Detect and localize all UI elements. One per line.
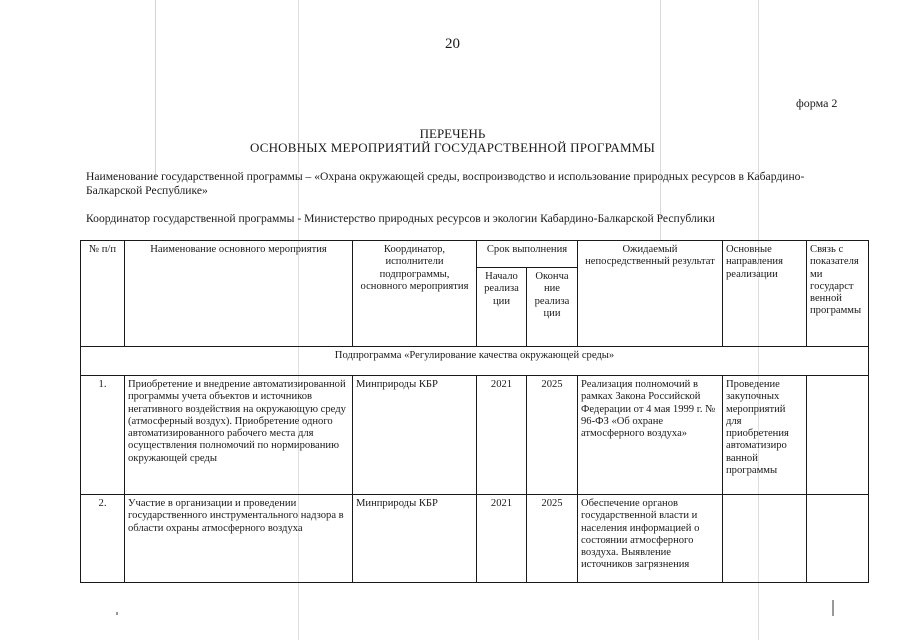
header-num: № п/п: [81, 241, 125, 347]
row-coordinator: Минприроды КБР: [353, 376, 477, 495]
program-name: Наименование государственной программы – «Охрана окружающей среды, воспроизводство и использование природных ресурсов в Кабардино-Балкарской Республике»: [86, 170, 805, 197]
form-label: форма 2: [796, 96, 838, 110]
row-result: Реализация полномочий в рамках Закона Российской Федерации от 4 мая 1999 г. № 96-ФЗ «Об охране атмосферного воздуха»: [578, 376, 723, 495]
table-row: [81, 376, 869, 495]
header-result: Ожидаемый непосредственный результат: [578, 241, 723, 347]
header-name: Наименование основного мероприятия: [125, 241, 353, 347]
scan-mark: [660, 0, 661, 240]
header-link: Связь с показателя ми государст венной программы: [807, 241, 869, 347]
document-title-line2: ОСНОВНЫХ МЕРОПРИЯТИЙ ГОСУДАРСТВЕННОЙ ПРОГРАММЫ: [249, 140, 656, 155]
table-row: [81, 495, 869, 583]
scan-mark: [298, 0, 299, 640]
scan-mark: [758, 0, 759, 640]
header-period: Срок выполнения: [477, 241, 578, 268]
row-start: 2021: [477, 376, 527, 495]
scan-mark: [832, 600, 834, 616]
header-end: Оконча ние реализа ции: [527, 268, 578, 347]
activities-table: [80, 240, 869, 583]
row-link: [807, 376, 869, 495]
scan-mark: [155, 0, 156, 180]
row-name: Участие в организации и проведении государственного инструментального надзора в области охраны атмосферного воздуха: [125, 495, 353, 583]
row-link: [807, 495, 869, 583]
row-num: 2.: [81, 495, 125, 583]
header-directions: Основные направления реализации: [723, 241, 807, 347]
row-end: 2025: [527, 495, 578, 583]
scan-mark: [116, 612, 118, 615]
table-header-row: [81, 241, 869, 268]
row-directions: [723, 495, 807, 583]
document-title-line1: ПЕРЕЧЕНЬ: [419, 126, 486, 141]
row-start: 2021: [477, 495, 527, 583]
subprogram-title: Подпрограмма «Регулирование качества окружающей среды»: [81, 347, 869, 376]
header-start: Начало реализа ции: [477, 268, 527, 347]
page-number: 20: [445, 36, 460, 52]
program-coordinator: Координатор государственной программы - Министерство природных ресурсов и экологии Кабардино-Балкарской Республики: [86, 212, 715, 225]
row-name: Приобретение и внедрение автоматизированной программы учета объектов и источников негативного воздействия на окружающую среду (атмосферный воздух). Приобретение одного автоматизированного рабочего места для осуществления полномочий по нормированию окружающей среды: [125, 376, 353, 495]
row-result: Обеспечение органов государственной власти и населения информацией о состоянии атмосферного воздуха. Выявление источников загрязнения: [578, 495, 723, 583]
subprogram-row: [81, 347, 869, 376]
header-coordinator: Координатор, исполнители подпрограммы, основного мероприятия: [353, 241, 477, 347]
row-num: 1.: [81, 376, 125, 495]
row-directions: Проведение закупочных мероприятий для приобретения автоматизиро ванной программы: [723, 376, 807, 495]
row-coordinator: Минприроды КБР: [353, 495, 477, 583]
row-end: 2025: [527, 376, 578, 495]
